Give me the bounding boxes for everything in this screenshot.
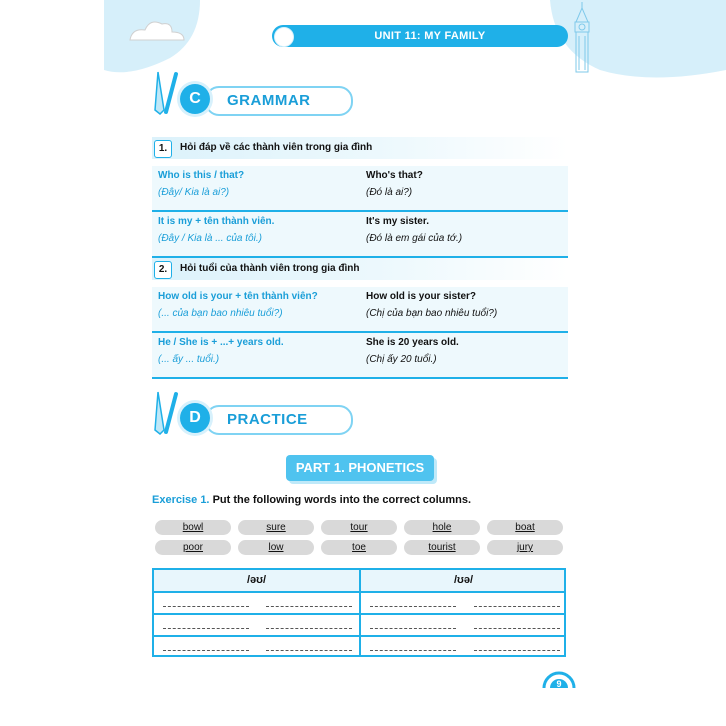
word-pill: poor <box>155 540 231 555</box>
grammar-structure-translation: (Đây/ Kia là ai?) <box>158 187 230 198</box>
word-pill: hole <box>404 520 480 535</box>
answer-blank[interactable] <box>474 606 560 607</box>
section-d-title: PRACTICE <box>205 405 353 435</box>
exercise-text: Put the following words into the correct columns. <box>212 494 472 506</box>
word-pill: boat <box>487 520 563 535</box>
unit-title: UNIT 11: MY FAMILY <box>374 30 486 42</box>
answer-blank[interactable] <box>266 606 352 607</box>
unit-header-circle <box>274 27 294 47</box>
grammar-example-translation: (Chị của bạn bao nhiêu tuổi?) <box>366 308 498 319</box>
grammar-sub2-text: Hỏi tuổi của thành viên trong gia đình <box>180 263 360 274</box>
grammar-example: She is 20 years old. <box>366 337 459 348</box>
grammar-structure: How old is your + tên thành viên? <box>158 291 318 302</box>
exercise-label: Exercise 1. <box>152 494 210 506</box>
answer-blank[interactable] <box>163 606 249 607</box>
grammar-structure: Who is this / that? <box>158 170 245 181</box>
answer-blank[interactable] <box>266 650 352 651</box>
column-header-ou: /əʊ/ <box>246 574 267 586</box>
grammar-sub1-number: 1. <box>154 140 172 158</box>
answer-blank[interactable] <box>163 628 249 629</box>
word-pill: sure <box>238 520 314 535</box>
table-row-line <box>152 613 566 615</box>
word-pill: low <box>238 540 314 555</box>
grammar-structure: It is my + tên thành viên. <box>158 216 275 227</box>
section-c-title: GRAMMAR <box>205 86 353 116</box>
answer-blank[interactable] <box>474 650 560 651</box>
grammar-example: It's my sister. <box>366 216 429 227</box>
section-c-letter: C <box>180 84 210 114</box>
pencil-ruler-icon <box>152 70 182 118</box>
table-row-line <box>152 635 566 637</box>
pencil-ruler-icon <box>152 390 182 438</box>
page-number: 9 <box>556 679 562 689</box>
word-pill: bowl <box>155 520 231 535</box>
grammar-example-translation: (Đó là ai?) <box>366 187 413 198</box>
word-pill: tourist <box>404 540 480 555</box>
section-d-letter: D <box>180 403 210 433</box>
cloud-decoration <box>0 0 200 80</box>
grammar-example: How old is your sister? <box>366 291 477 302</box>
answer-blank[interactable] <box>163 650 249 651</box>
answer-blank[interactable] <box>474 628 560 629</box>
word-pill: jury <box>487 540 563 555</box>
column-header-ue: /ʊə/ <box>453 574 474 586</box>
grammar-structure-translation: (... ấy ... tuổi.) <box>158 354 220 365</box>
word-pill: toe <box>321 540 397 555</box>
answer-blank[interactable] <box>266 628 352 629</box>
grammar-sub2-number: 2. <box>154 261 172 279</box>
part-title: PART 1. PHONETICS <box>286 455 434 481</box>
exercise-instruction <box>152 494 471 506</box>
answer-blank[interactable] <box>370 650 456 651</box>
grammar-sub1-text: Hỏi đáp về các thành viên trong gia đình <box>180 142 373 153</box>
word-pill: tour <box>321 520 397 535</box>
grammar-structure-translation: (... của bạn bao nhiêu tuổi?) <box>158 308 283 319</box>
big-ben-decoration <box>540 0 726 80</box>
answer-blank[interactable] <box>370 606 456 607</box>
grammar-example-translation: (Đó là em gái của tớ.) <box>366 233 463 244</box>
page-number-badge <box>541 668 577 690</box>
answer-blank[interactable] <box>370 628 456 629</box>
grammar-example-translation: (Chị ấy 20 tuổi.) <box>366 354 437 365</box>
grammar-structure-translation: (Đây / Kia là ... của tôi.) <box>158 233 262 244</box>
grammar-structure: He / She is + ...+ years old. <box>158 337 284 348</box>
grammar-example: Who's that? <box>366 170 423 181</box>
